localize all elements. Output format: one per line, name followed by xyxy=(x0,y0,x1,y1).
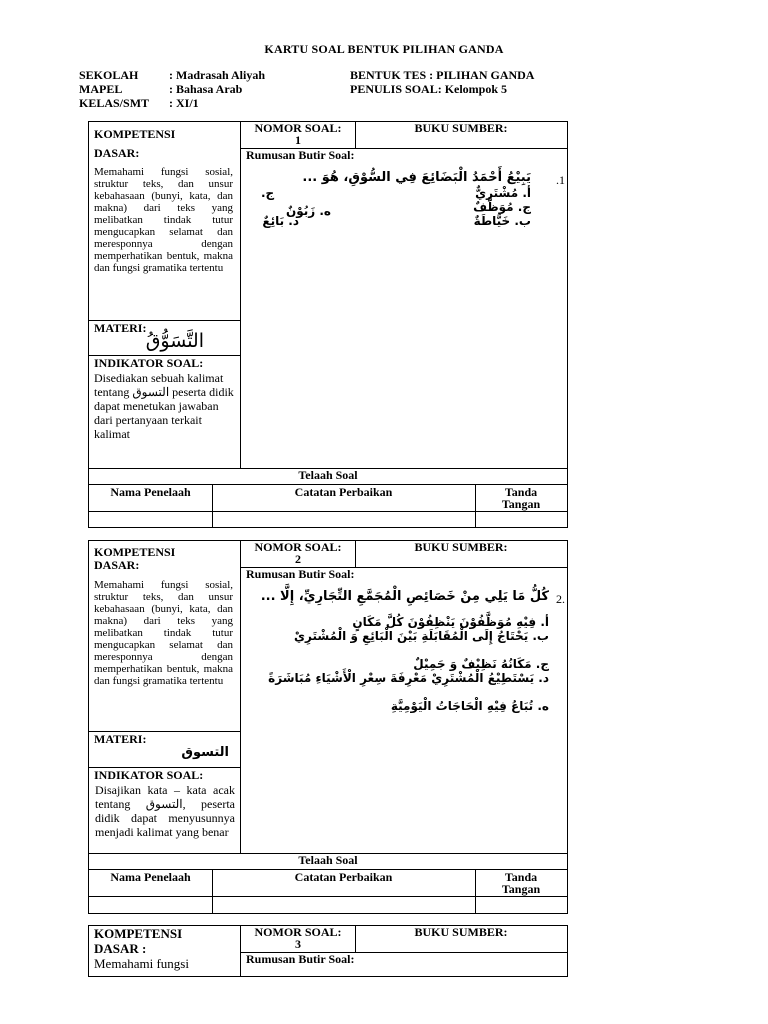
kompetensi-label: KOMPETENSI DASAR: xyxy=(94,545,176,572)
mapel-value: : Bahasa Arab xyxy=(169,82,243,96)
catatan-header: Catatan Perbaikan xyxy=(294,485,393,499)
tanda-tangan-header: Tanda Tangan xyxy=(501,485,541,511)
buku-sumber-label: BUKU SUMBER: xyxy=(414,540,508,554)
catatan-header: Catatan Perbaikan xyxy=(294,870,393,884)
header-info-left xyxy=(79,68,265,110)
nomor-soal-label: NOMOR SOAL: xyxy=(254,925,342,939)
option-c-marker: ج. xyxy=(261,186,275,200)
card-3-left-column xyxy=(89,926,241,977)
buku-sumber-label: BUKU SUMBER: xyxy=(414,925,508,939)
option-e: ه. تُبَاعُ فِيْهِ الْحَاجَاتُ الْيَوْمِيَّةِ xyxy=(390,699,549,713)
card-1-right-column xyxy=(241,122,567,468)
question-text: كُلُّ مَا يَلِي مِنْ خَصَائِصِ الْمُجَمَّعِ التِّجَارِيِّ، إِلَّا ... xyxy=(260,589,549,604)
materi-value: التسوق xyxy=(181,745,229,760)
kompetensi-label: KOMPETENSI xyxy=(94,127,176,141)
mapel-label: MAPEL xyxy=(79,82,123,96)
telaah-title: Telaah Soal xyxy=(298,853,358,867)
option-d: د. يَسْتَطِيْعُ الْمُشْتَرِيْ مَعْرِفَةَ سِعْرِ الْأَشْيَاءِ مُبَاشَرَةً xyxy=(268,671,549,685)
nomor-soal-label: NOMOR SOAL: xyxy=(254,121,342,135)
materi-value: التَّسَوُّقُ xyxy=(145,330,204,352)
option-c: ج. مَكَانُهُ نَظِيْفٌ وَ جَمِيْلٌ xyxy=(413,657,549,671)
tanda-tangan-header: Tanda Tangan xyxy=(501,870,541,896)
rumusan-label: Rumusan Butir Soal: xyxy=(246,952,355,966)
rumusan-label: Rumusan Butir Soal: xyxy=(246,567,355,581)
kelas-value: : XI/1 xyxy=(169,96,199,110)
card-1-left-column xyxy=(89,122,241,468)
card-2-right-column xyxy=(241,541,567,853)
question-card-3 xyxy=(88,925,568,977)
nomor-soal-value: 3 xyxy=(295,937,301,951)
nomor-soal-label: NOMOR SOAL: xyxy=(254,540,342,554)
kelas-label: KELAS/SMT xyxy=(79,96,150,110)
option-c: ج. مُوَظَّفٌ xyxy=(473,200,531,214)
nama-penelaah-header: Nama Penelaah xyxy=(110,485,191,499)
nomor-soal-value: 1 xyxy=(295,133,301,147)
sekolah-value: : Madrasah Aliyah xyxy=(169,68,266,82)
question-card-2 xyxy=(88,540,568,914)
indikator-label: INDIKATOR SOAL: xyxy=(94,768,204,782)
kompetensi-text: Memahami fungsi sosial, struktur teks, dan unsur kebahasaan (bunyi, kata, dan makna) dari teks yang melibatkan tindak tutur mengucapkan selamat dan meresponnya dengan memperhatikan bentuk, makna dan fungsi gramatika tertentu xyxy=(94,579,233,687)
kompetensi-label-dasar: DASAR: xyxy=(94,146,140,160)
question-number: 2. xyxy=(556,592,565,606)
materi-label: MATERI: xyxy=(94,321,147,335)
materi-label: MATERI: xyxy=(94,732,147,746)
sekolah-label: SEKOLAH xyxy=(79,68,139,82)
option-e: ه. زَبُوْنٌ xyxy=(286,204,331,218)
option-b: ب. خَيَّاطَةٌ xyxy=(473,214,531,228)
option-a: أ. مُشْتَرِيٌّ xyxy=(475,186,531,200)
option-a: أ. فِيْهِ مُوَظَّفُوْنَ يَنْظِفُوْنَ كُلَّ مَكَانٍ xyxy=(352,615,549,629)
question-card-1 xyxy=(88,121,568,528)
nama-penelaah-header: Nama Penelaah xyxy=(110,870,191,884)
option-d: د. بَائِعٌ xyxy=(262,214,299,228)
indikator-text: Disajikan kata – kata acak tentang التسوق, peserta didik dapat menyusunnya menjadi kalimat yang benar xyxy=(95,783,235,839)
kompetensi-text: Memahami fungsi sosial, struktur teks, dan unsur kebahasaan (bunyi, kata, dan makna) dari teks yang melibatkan tindak tutur mengucapkan selamat dan meresponnya dengan memperhatikan bentuk, makna dan fungsi gramatika tertentu xyxy=(94,166,233,274)
question-text: يَبِيْعُ أَحْمَدُ الْبَضَائِعَ فِي السُّوْقِ، هُوَ ... xyxy=(302,170,531,185)
bentuk-tes: BENTUK TES : PILIHAN GANDA xyxy=(350,68,535,82)
penulis-soal: PENULIS SOAL: Kelompok 5 xyxy=(350,82,508,96)
option-b: ب. يَحْتَاجُ إِلَى الْمُقَابَلَةِ بَيْنَ الْبَائِعِ وَ الْمُشْتَرِيْ xyxy=(294,629,549,643)
nomor-soal-value: 2 xyxy=(295,552,301,566)
indikator-label: INDIKATOR SOAL: xyxy=(94,356,204,370)
indikator-text: Disediakan sebuah kalimat tentang التسوق peserta didik dapat menetukan jawaban dari pertanyaan terkait kalimat xyxy=(94,371,234,441)
buku-sumber-label: BUKU SUMBER: xyxy=(414,121,508,135)
kompetensi-label: KOMPETENSI DASAR : xyxy=(94,926,183,956)
question-number: .1 xyxy=(556,173,565,187)
card-2-left-column xyxy=(89,541,241,853)
page-title: KARTU SOAL BENTUK PILIHAN GANDA xyxy=(264,42,504,56)
header-info-right xyxy=(350,68,534,96)
card-3-right-column xyxy=(241,926,567,977)
rumusan-label: Rumusan Butir Soal: xyxy=(246,148,355,162)
kompetensi-text: Memahami fungsi xyxy=(94,956,189,971)
telaah-title: Telaah Soal xyxy=(298,468,358,482)
